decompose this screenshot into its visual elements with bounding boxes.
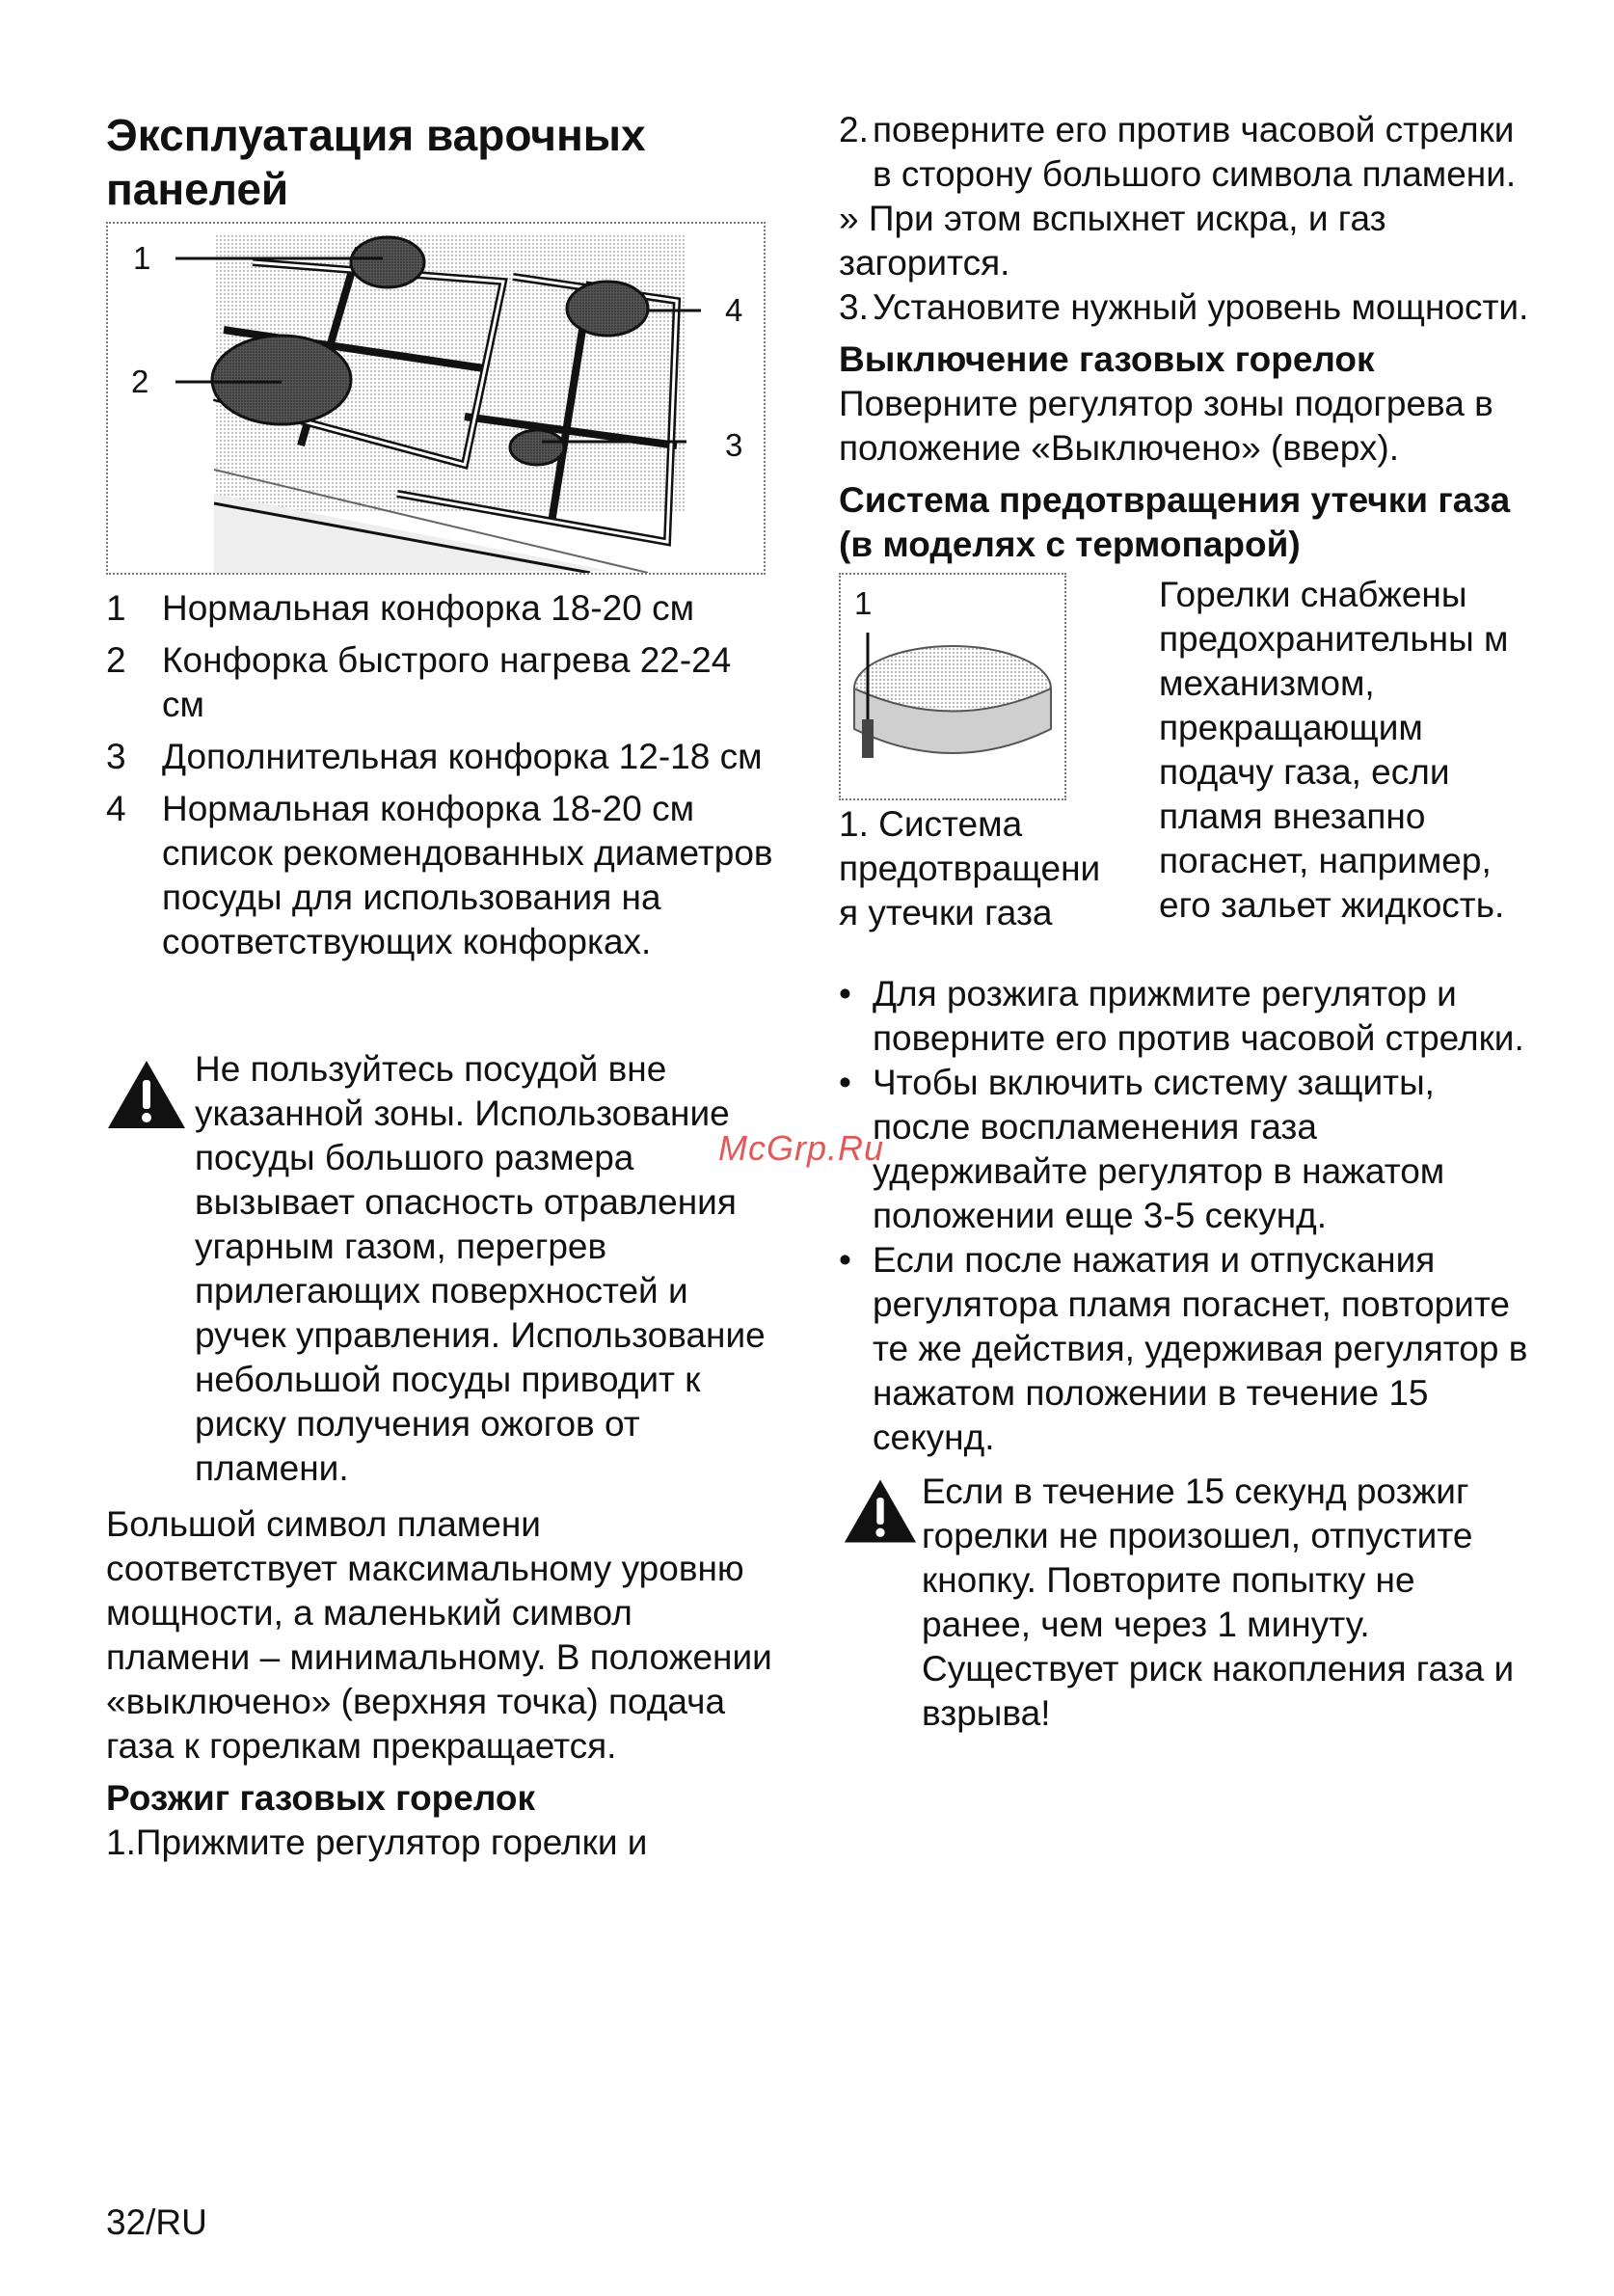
off-heading: Выключение газовых горелок xyxy=(839,339,1375,379)
legend-item xyxy=(106,638,781,727)
thermocouple-section xyxy=(839,573,1533,972)
ignition-step-2 xyxy=(839,108,1533,197)
gas-warning xyxy=(839,1470,1533,1736)
legend-item xyxy=(106,735,781,779)
legend-item xyxy=(106,586,781,631)
thermocouple-caption: 1. Система предотвращени я утечки газа xyxy=(839,804,1101,932)
burner-legend xyxy=(106,586,781,964)
page-number: 32/RU xyxy=(106,2202,207,2242)
figure-label-1: 1 xyxy=(133,240,151,276)
right-column xyxy=(839,108,1533,1736)
off-text: Поверните регулятор зоны подогрева в положение «Выключено» (вверх). xyxy=(839,384,1493,468)
bullet-text: Если после нажатия и отпускания регулятора пламя погаснет, повторите те же действия, удерживая регулятор в нажатом положении в течение 15 секунд. xyxy=(873,1240,1528,1457)
legend-text: Дополнительная конфорка 12-18 см xyxy=(162,737,763,776)
thermocouple-figure xyxy=(839,573,1066,800)
page-title: Эксплуатация варочных панелей xyxy=(106,110,646,214)
bullet-icon: • xyxy=(839,1063,851,1102)
bullet-text: Для розжига прижмите регулятор и поверните его против часовой стрелки. xyxy=(873,974,1524,1058)
figure-label-3: 3 xyxy=(725,427,743,463)
spark-note: » При этом вспыхнет искра, и газ загорится. xyxy=(839,199,1386,283)
step-text: Установите нужный уровень мощности. xyxy=(873,287,1529,327)
thermocouple-description: Горелки снабжены предохранительны м механизмом, прекращающим подачу газа, если пламя внезапно погаснет, например, его зальет жидкость. xyxy=(1159,575,1509,925)
step-number: 3. xyxy=(839,287,869,327)
bullet-text: Чтобы включить систему защиты, после воспламенения газа удерживайте регулятор в нажатом положении еще 3-5 секунд. xyxy=(873,1063,1445,1235)
figure-label-2: 2 xyxy=(131,364,149,399)
thermocouple-label: 1 xyxy=(854,585,873,621)
list-item xyxy=(839,1061,1533,1238)
legend-text: Нормальная конфорка 18-20 см список рекомендованных диаметров посуды для использования на соответствующих конфорках. xyxy=(162,789,773,961)
watermark: McGrp.Ru xyxy=(718,1128,885,1168)
legend-number: 3 xyxy=(106,737,126,776)
safety-bullets xyxy=(839,972,1533,1460)
cookware-warning xyxy=(106,1047,781,1491)
hob-figure xyxy=(106,222,766,575)
ignition-step-1: 1.Прижмите регулятор горелки и xyxy=(106,1823,648,1862)
left-column xyxy=(106,108,781,1865)
legend-number: 1 xyxy=(106,588,126,628)
legend-text: Конфорка быстрого нагрева 22-24 см xyxy=(162,640,732,724)
gas-warning-text: Если в течение 15 секунд розжиг горелки не произошел, отпустите кнопку. Повторите попытку не ранее, чем через 1 минуту. Существует риск накопления газа и взрыва! xyxy=(922,1472,1515,1733)
bullet-icon: • xyxy=(839,974,851,1013)
legend-number: 2 xyxy=(106,640,126,680)
hob-illustration xyxy=(108,224,764,573)
safety-heading: Система предотвращения утечки газа (в моделях с термопарой) xyxy=(839,480,1511,564)
list-item xyxy=(839,1238,1533,1460)
thermocouple-illustration xyxy=(841,575,1064,798)
legend-number: 4 xyxy=(106,789,126,828)
flame-symbol-paragraph: Большой символ пламени соответствует максимальному уровню мощности, а маленький символ пламени – минимальному. В положении «выключено» (верхняя точка) подача газа к горелкам прекращается. xyxy=(106,1504,772,1766)
ignition-heading: Розжиг газовых горелок xyxy=(106,1778,535,1818)
step-number: 2. xyxy=(839,110,869,149)
legend-text: Нормальная конфорка 18-20 см xyxy=(162,588,695,628)
list-item xyxy=(839,972,1533,1061)
step-text: поверните его против часовой стрелки в сторону большого символа пламени. xyxy=(873,110,1517,194)
figure-label-4: 4 xyxy=(725,292,743,328)
warning-triangle-icon xyxy=(843,1477,918,1545)
warning-text: Не пользуйтесь посудой вне указанной зоны. Использование посуды большого размера вызывает опасность отравления угарным газом, перегрев прилегающих поверхностей и ручек управления. Использование небольшой посуды приводит к риску получения ожогов от пламени. xyxy=(195,1049,766,1488)
legend-item xyxy=(106,787,781,964)
ignition-step-3 xyxy=(839,285,1533,330)
bullet-icon: • xyxy=(839,1240,851,1280)
warning-triangle-icon xyxy=(106,1059,187,1130)
